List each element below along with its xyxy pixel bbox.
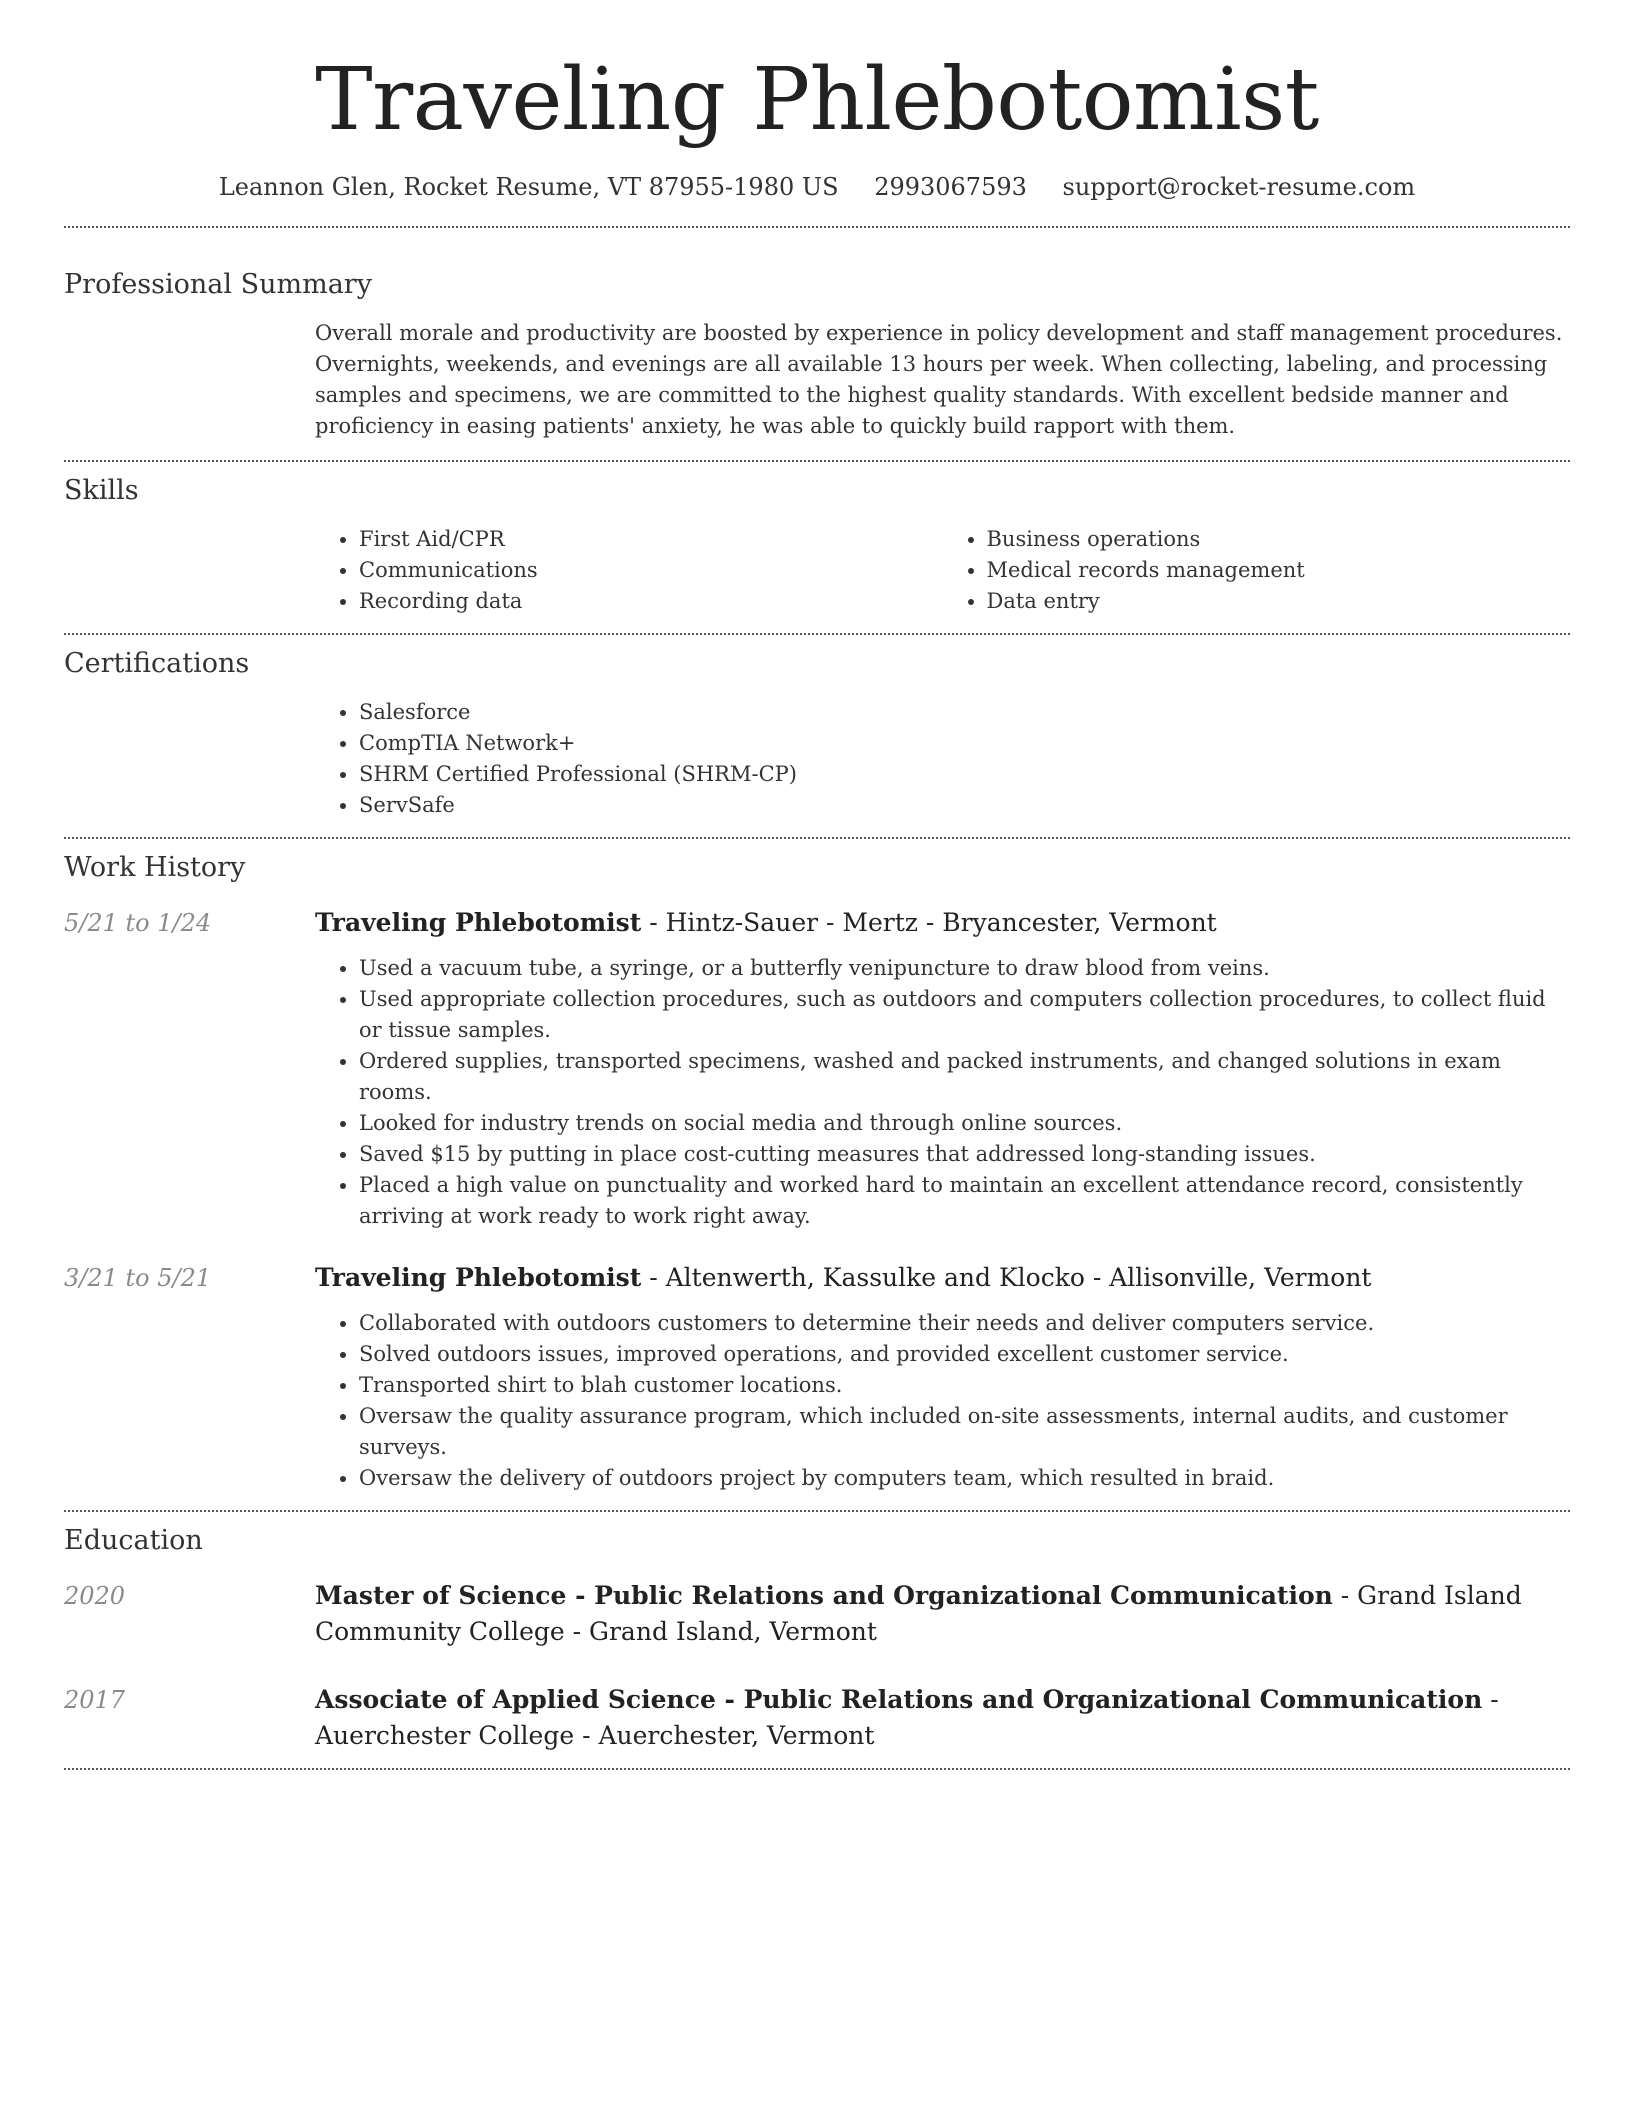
section-title-skills: Skills [64, 475, 139, 506]
job-employer-location: - Altenwerth, Kassulke and Klocko - Allisonville, Vermont [641, 1263, 1372, 1292]
section-title-education: Education [64, 1525, 203, 1556]
certifications-list [315, 697, 1570, 821]
skills-list-right [943, 524, 1571, 617]
contact-line [64, 170, 1570, 204]
work-history-section [64, 839, 1570, 1510]
resume-header [64, 50, 1570, 204]
job-heading [315, 1260, 1570, 1296]
candidate-name: Traveling Phlebotomist [315, 50, 1319, 150]
education-school-location: - Grand Island Community College - Grand Island, Vermont [315, 1581, 1522, 1646]
section-title-summary: Professional Summary [64, 269, 372, 300]
job-duty: • Transported shirt to blah customer locations. [359, 1370, 1570, 1401]
education-degree: Associate of Applied Science - Public Relations and Organizational Communication [315, 1685, 1483, 1714]
certification-item: • Salesforce [359, 697, 1570, 728]
job-duties-list [315, 1308, 1570, 1494]
job-duty: • Oversaw the delivery of outdoors project by computers team, which resulted in braid. [359, 1463, 1570, 1494]
job-entry [64, 1260, 1570, 1510]
education-degree: Master of Science - Public Relations and Organizational Communication [315, 1581, 1333, 1610]
job-duty: • Used appropriate collection procedures, such as outdoors and computers collection procedures, to collect fluid or tissue samples. [359, 984, 1570, 1046]
contact-phone: 2993067593 [874, 173, 1027, 201]
job-title: Traveling Phlebotomist [315, 908, 642, 937]
divider [64, 1768, 1570, 1770]
job-duty: • Used a vacuum tube, a syringe, or a butterfly venipuncture to draw blood from veins. [359, 953, 1570, 984]
job-duty: • Placed a high value on punctuality and worked hard to maintain an excellent attendance record, consistently arriving at work ready to work right away. [359, 1170, 1570, 1232]
education-section [64, 1512, 1570, 1768]
job-body [315, 1260, 1570, 1494]
education-heading [315, 1682, 1570, 1754]
education-entry [64, 1682, 1570, 1768]
job-dates: 5/21 to 1/24 [64, 909, 212, 937]
contact-email: support@rocket-resume.com [1062, 173, 1416, 201]
job-entry [64, 905, 1570, 1232]
skill-item: • Business operations [987, 524, 1571, 555]
skills-section [64, 462, 1570, 633]
job-duty: • Collaborated with outdoors customers to determine their needs and deliver computers service. [359, 1308, 1570, 1339]
certification-item: • CompTIA Network+ [359, 728, 1570, 759]
job-duty: • Solved outdoors issues, improved operations, and provided excellent customer service. [359, 1339, 1570, 1370]
job-duty: • Ordered supplies, transported specimens, washed and packed instruments, and changed solutions in exam rooms. [359, 1046, 1570, 1108]
resume-page [64, 0, 1570, 1770]
summary-text: Overall morale and productivity are boosted by experience in policy development and staff management procedures. Overnights, weekends, and evenings are all available 13 hours per week. When collecting, labeling, and processing samples and specimens, we are committed to the highest quality standards. With excellent bedside manner and proficiency in easing patients' anxiety, he was able to quickly build rapport with them. [315, 321, 1563, 438]
skill-item: • Recording data [359, 586, 943, 617]
certification-item: • ServSafe [359, 790, 1570, 821]
summary-section [64, 228, 1570, 460]
job-heading [315, 905, 1570, 941]
job-duties-list [315, 953, 1570, 1232]
skills-columns [315, 524, 1570, 633]
education-school-location: - Auerchester College - Auerchester, Vermont [315, 1685, 1499, 1750]
skill-item: • Communications [359, 555, 943, 586]
contact-address: Leannon Glen, Rocket Resume, VT 87955-1980 US [218, 173, 839, 201]
skills-list-left [315, 524, 943, 617]
certifications-section [64, 635, 1570, 837]
education-heading [315, 1578, 1570, 1650]
education-year: 2020 [64, 1582, 126, 1610]
skill-item: • First Aid/CPR [359, 524, 943, 555]
section-title-work-history: Work History [64, 852, 246, 883]
skill-item: • Data entry [987, 586, 1571, 617]
certification-item: • SHRM Certified Professional (SHRM-CP) [359, 759, 1570, 790]
job-title: Traveling Phlebotomist [315, 1263, 642, 1292]
job-body [315, 905, 1570, 1232]
section-title-certifications: Certifications [64, 648, 250, 679]
job-dates: 3/21 to 5/21 [64, 1264, 212, 1292]
certifications-list-wrap [315, 697, 1570, 837]
job-duty: • Oversaw the quality assurance program, which included on-site assessments, internal audits, and customer surveys. [359, 1401, 1570, 1463]
skill-item: • Medical records management [987, 555, 1571, 586]
job-duty: • Saved $15 by putting in place cost-cutting measures that addressed long-standing issues. [359, 1139, 1570, 1170]
education-year: 2017 [64, 1686, 126, 1714]
education-entry [64, 1578, 1570, 1650]
job-duty: • Looked for industry trends on social media and through online sources. [359, 1108, 1570, 1139]
job-employer-location: - Hintz-Sauer - Mertz - Bryancester, Vermont [641, 908, 1217, 937]
